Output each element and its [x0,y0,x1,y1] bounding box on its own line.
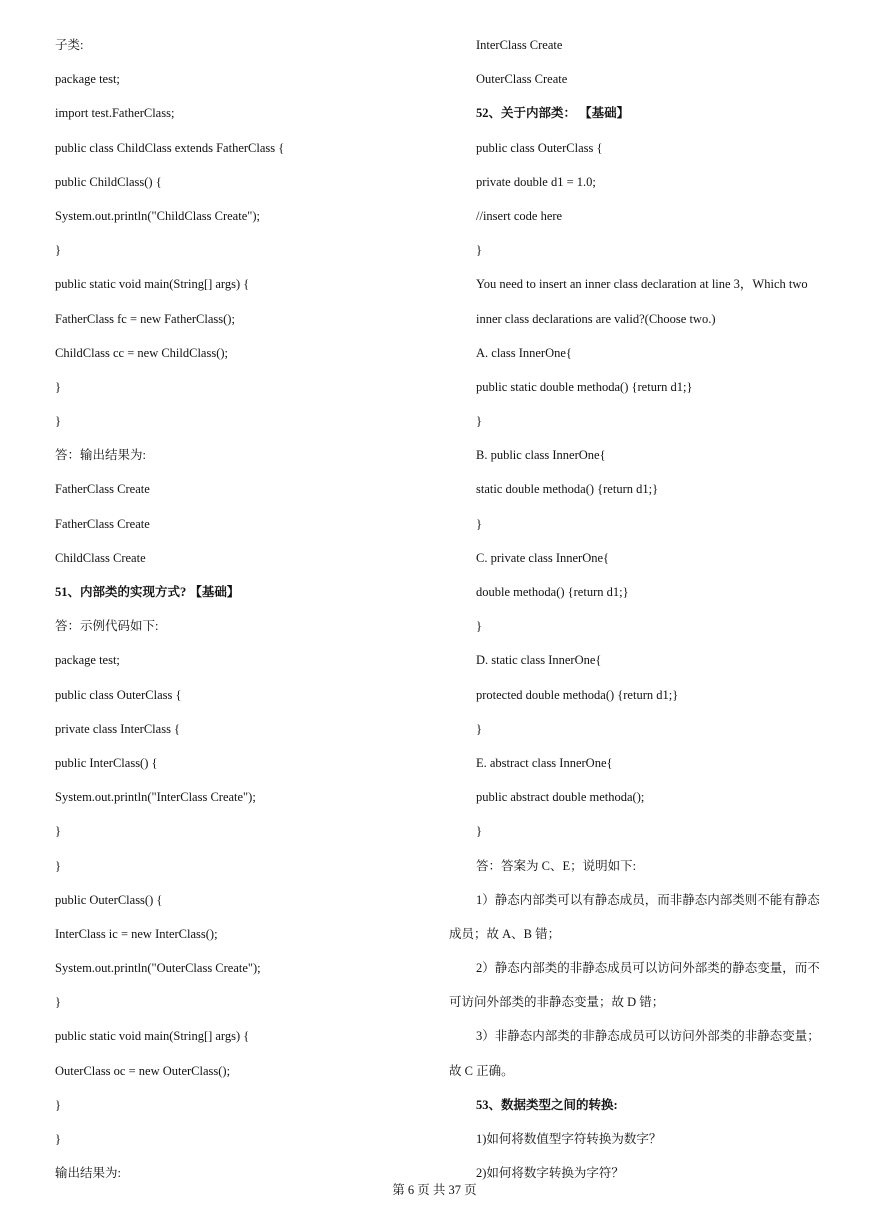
right-text-line: } [476,824,482,839]
left-text-line: 子类: [55,38,84,52]
left-text-line: FatherClass fc = new FatherClass(); [55,311,235,326]
right-text-line: } [476,619,482,634]
left-text-line: FatherClass Create [55,482,150,497]
right-text-line: OuterClass Create [476,72,568,87]
left-text-line: public class ChildClass extends FatherClass { [55,140,285,155]
left-text-line: } [55,824,61,839]
left-text-line: public ChildClass() { [55,174,162,189]
left-text-line: System.out.println("InterClass Create"); [55,790,256,805]
left-text-line: public static void main(String[] args) { [55,277,250,292]
left-text-line: package test; [55,653,120,668]
left-text-line: InterClass ic = new InterClass(); [55,926,218,941]
right-text-line: public static double methoda() {return d1;} [476,379,693,394]
left-text-line: } [55,1132,61,1146]
right-text-line: 2）静态内部类的非静态成员可以访问外部类的静态变量，而不 [476,961,820,976]
right-text-line: 答：答案为 C、E；说明如下: [476,858,637,873]
left-text-line: private class InterClass { [55,721,181,736]
right-text-line: 3）非静态内部类的非静态成员可以访问外部类的非静态变量； [476,1029,820,1044]
right-text-line: private double d1 = 1.0; [476,174,596,189]
left-text-line: } [55,414,61,429]
left-text-line: } [55,243,61,258]
right-text-line: E. abstract class InnerOne{ [476,755,613,770]
left-text-line: 答：输出结果为: [55,448,146,463]
right-text-line: C. private class InnerOne{ [476,550,610,565]
right-text-line: 1）静态内部类可以有静态成员，而非静态内部类则不能有静态 [476,892,820,907]
right-text-line: } [476,516,482,531]
left-text-line: } [55,858,61,873]
right-text-line: double methoda() {return d1;} [476,585,629,599]
left-text-line: 答：示例代码如下: [55,619,159,634]
left-text-line: import test.FatherClass; [55,106,175,121]
right-text-line: public abstract double methoda(); [476,790,645,805]
right-text-line: D. static class InnerOne{ [476,653,602,668]
right-text-line: 2)如何将数字转换为字符？ [476,1166,624,1181]
page-footer: 第 6 页 共 37 页 [392,1183,477,1197]
right-text-line: static double methoda() {return d1;} [476,482,659,497]
left-text-line: public OuterClass() { [55,892,163,907]
right-text-line: } [476,721,482,736]
right-text-line: B. public class InnerOne{ [476,448,606,463]
right-text-line: } [476,243,482,258]
right-text-line: 故 C 正确。 [449,1063,514,1078]
right-text-line: //insert code here [476,208,563,223]
right-column [449,28,844,1190]
right-text-line: 成员；故 A、B 错； [449,926,561,941]
left-text-line: public static void main(String[] args) { [55,1029,250,1044]
right-text-line: 可访问外部类的非静态变量；故 D 错； [449,995,665,1010]
right-text-heading: 52、关于内部类： 【基础】 [476,106,630,121]
right-text-line: 1)如何将数值型字符转换为数字？ [476,1132,662,1146]
left-text-line: package test; [55,72,120,87]
left-text-line: System.out.println("ChildClass Create"); [55,208,260,223]
left-text-line: } [55,1097,61,1112]
left-text-line: ChildClass Create [55,550,146,565]
left-text-line: FatherClass Create [55,516,150,531]
left-text-heading: 51、内部类的实现方式? 【基础】 [55,585,240,599]
left-text-line: } [55,379,61,394]
right-text-line: public class OuterClass { [476,140,603,155]
left-column [55,28,435,1190]
right-text-line: } [476,414,482,429]
left-text-line: OuterClass oc = new OuterClass(); [55,1063,231,1078]
right-text-line: protected double methoda() {return d1;} [476,687,679,702]
right-text-line: You need to insert an inner class declaration at line 3，Which two [476,277,808,292]
right-text-heading: 53、数据类型之间的转换: [476,1097,618,1112]
right-text-line: inner class declarations are valid?(Choose two.) [476,311,716,326]
left-text-line: ChildClass cc = new ChildClass(); [55,345,229,360]
right-text-line: InterClass Create [476,38,563,52]
left-text-line: System.out.println("OuterClass Create"); [55,961,261,976]
right-text-line: A. class InnerOne{ [476,345,572,360]
left-text-line: public class OuterClass { [55,687,182,702]
left-text-line: } [55,995,61,1010]
left-text-line: 输出结果为: [55,1166,121,1181]
left-text-line: public InterClass() { [55,755,158,770]
